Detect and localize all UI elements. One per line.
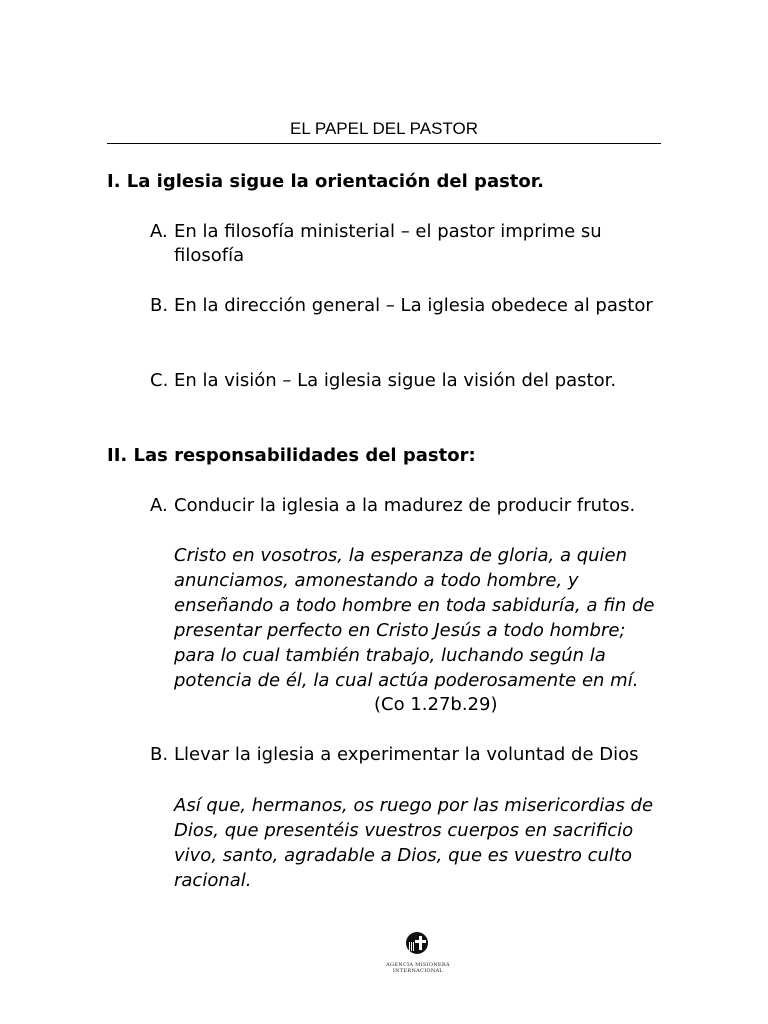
item-text: Conducir la iglesia a la madurez de producir frutos. — [174, 495, 636, 516]
item-text: En la filosofía ministerial – el pastor imprime su — [174, 221, 602, 242]
item-marker: C. — [150, 370, 169, 391]
section-2-item-a — [150, 494, 670, 518]
item-marker: B. — [150, 744, 169, 765]
scripture-quote-1 — [174, 543, 674, 693]
quote-line: para lo cual también trabajo, luchando según la — [174, 645, 606, 666]
section-1-item-a — [150, 220, 670, 268]
item-marker: A. — [150, 495, 168, 516]
logo-caption: AGENCIA MISIONERA INTERNACIONAL — [386, 962, 450, 974]
item-text: Llevar la iglesia a experimentar la voluntad de Dios — [174, 744, 639, 765]
section-2-item-b — [150, 743, 670, 767]
item-text: En la visión – La iglesia sigue la visión del pastor. — [174, 370, 617, 391]
scripture-quote-2 — [174, 793, 674, 893]
quote-line: anunciamos, amonestando a todo hombre, y — [174, 570, 579, 591]
quote-line: racional. — [174, 870, 252, 891]
section-1-item-c — [150, 369, 670, 393]
quote-line: Cristo en vosotros, la esperanza de gloria, a quien — [174, 545, 628, 566]
page-title: EL PAPEL DEL PASTOR — [289, 119, 479, 138]
item-text-continued: filosofía — [174, 245, 245, 266]
section-1-item-b — [150, 294, 670, 318]
quote-line: Así que, hermanos, os ruego por las misericordias de — [174, 795, 654, 816]
quote-line: enseñando a todo hombre en toda sabiduría, a fin de — [174, 595, 655, 616]
scripture-reference: (Co 1.27b.29) — [374, 694, 498, 715]
quote-line: presentar perfecto en Cristo Jesús a todo hombre; — [174, 620, 626, 641]
quote-line: vivo, santo, agradable a Dios, que es vuestro culto — [174, 845, 632, 866]
item-marker: B. — [150, 295, 169, 316]
section-2-heading: II. Las responsabilidades del pastor: — [107, 445, 476, 466]
section-1-heading: I. La iglesia sigue la orientación del pastor. — [107, 171, 544, 192]
title-underline — [107, 143, 661, 144]
quote-line: potencia de él, la cual actúa poderosamente en mí. — [174, 670, 639, 691]
quote-line: Dios, que presentéis vuestros cuerpos en sacrificio — [174, 820, 634, 841]
item-text: En la dirección general – La iglesia obedece al pastor — [174, 295, 653, 316]
cross-globe-icon — [406, 932, 428, 954]
organization-logo — [368, 926, 468, 976]
item-marker: A. — [150, 221, 168, 242]
